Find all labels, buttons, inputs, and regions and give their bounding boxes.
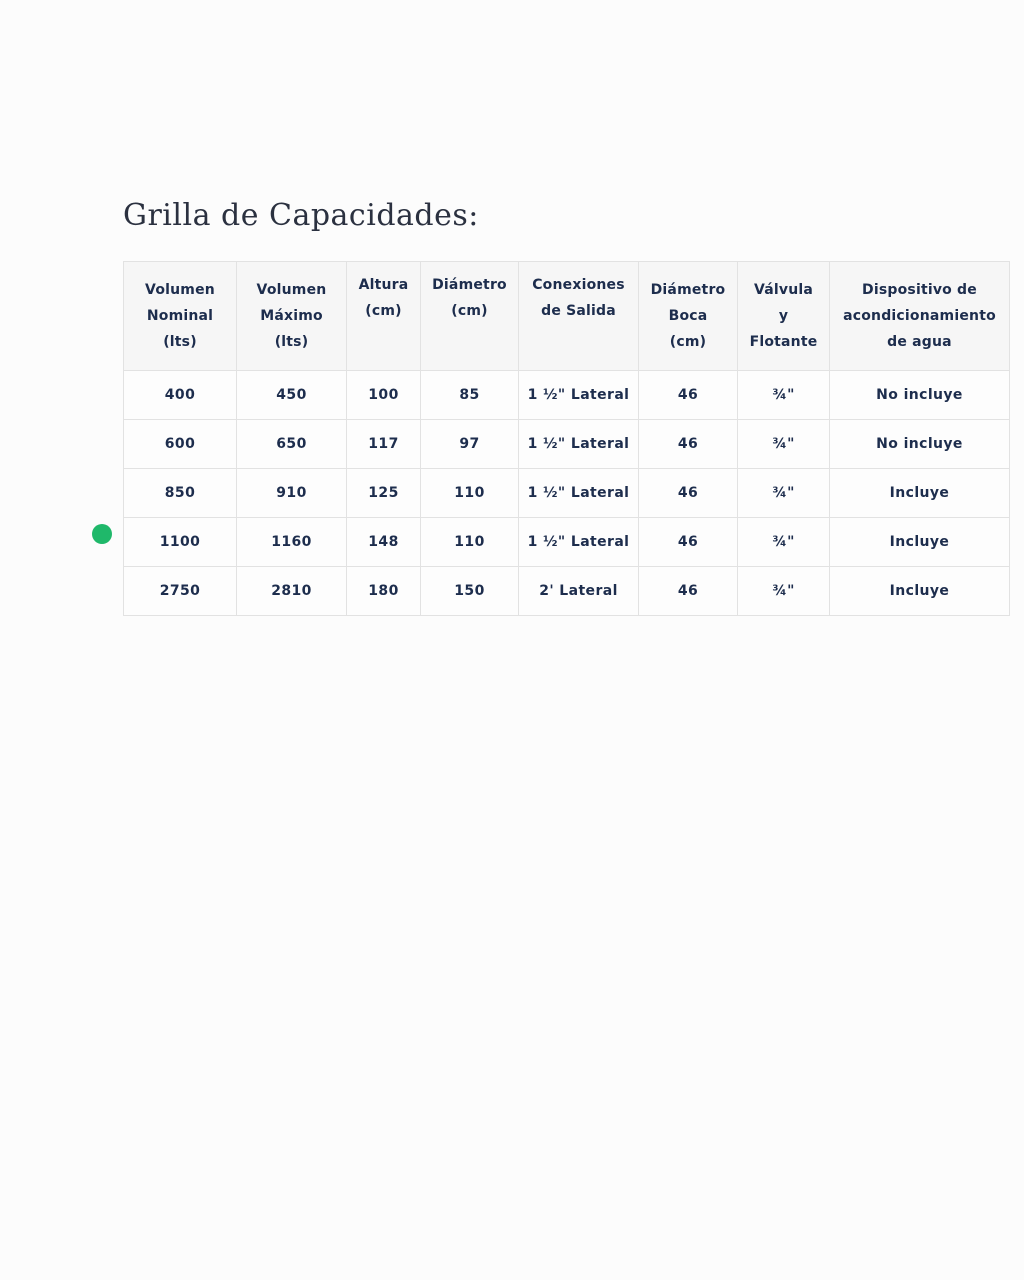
header-volumen-nominal: Volumen Nominal (lts) bbox=[124, 262, 237, 371]
table-cell: 125 bbox=[347, 469, 421, 518]
header-dispositivo-acondicionamiento: Dispositivo de acondicionamiento de agua bbox=[830, 262, 1010, 371]
table-cell: ¾" bbox=[738, 420, 830, 469]
header-altura: Altura (cm) bbox=[347, 262, 421, 371]
table-cell: 1 ½" Lateral bbox=[519, 371, 639, 420]
table-cell: 150 bbox=[421, 567, 519, 616]
table-row bbox=[124, 420, 1010, 469]
table-cell: No incluye bbox=[830, 371, 1010, 420]
table-cell: 910 bbox=[237, 469, 347, 518]
table-cell: 46 bbox=[639, 469, 738, 518]
page-title: Grilla de Capacidades: bbox=[123, 198, 479, 233]
capacity-table bbox=[123, 261, 1010, 616]
header-volumen-maximo: Volumen Máximo (lts) bbox=[237, 262, 347, 371]
table-cell: 85 bbox=[421, 371, 519, 420]
table-cell: ¾" bbox=[738, 518, 830, 567]
table-cell: 100 bbox=[347, 371, 421, 420]
header-diametro-boca: Diámetro Boca (cm) bbox=[639, 262, 738, 371]
table-cell: 1 ½" Lateral bbox=[519, 420, 639, 469]
table-cell: ¾" bbox=[738, 371, 830, 420]
table-row bbox=[124, 469, 1010, 518]
table-cell: 1100 bbox=[124, 518, 237, 567]
table-cell: 1160 bbox=[237, 518, 347, 567]
table-cell: 1 ½" Lateral bbox=[519, 469, 639, 518]
table-cell: 97 bbox=[421, 420, 519, 469]
table-row bbox=[124, 567, 1010, 616]
table-cell: 180 bbox=[347, 567, 421, 616]
table-cell: 1 ½" Lateral bbox=[519, 518, 639, 567]
header-valvula-flotante: Válvula y Flotante bbox=[738, 262, 830, 371]
table-cell: Incluye bbox=[830, 469, 1010, 518]
table-cell: 850 bbox=[124, 469, 237, 518]
table-cell: No incluye bbox=[830, 420, 1010, 469]
table-cell: 450 bbox=[237, 371, 347, 420]
table-row bbox=[124, 518, 1010, 567]
header-conexiones-salida: Conexiones de Salida bbox=[519, 262, 639, 371]
table-cell: 46 bbox=[639, 420, 738, 469]
table-cell: ¾" bbox=[738, 567, 830, 616]
table-cell: Incluye bbox=[830, 567, 1010, 616]
table-cell: ¾" bbox=[738, 469, 830, 518]
table-cell: 400 bbox=[124, 371, 237, 420]
table-cell: 600 bbox=[124, 420, 237, 469]
table-cell: 46 bbox=[639, 567, 738, 616]
table-cell: 2810 bbox=[237, 567, 347, 616]
table-cell: 110 bbox=[421, 469, 519, 518]
table-cell: 110 bbox=[421, 518, 519, 567]
row-marker-dot bbox=[92, 524, 112, 544]
header-diametro: Diámetro (cm) bbox=[421, 262, 519, 371]
table-cell: Incluye bbox=[830, 518, 1010, 567]
table-cell: 148 bbox=[347, 518, 421, 567]
table-cell: 2' Lateral bbox=[519, 567, 639, 616]
table-cell: 46 bbox=[639, 518, 738, 567]
table-header-row bbox=[124, 262, 1010, 371]
table-cell: 46 bbox=[639, 371, 738, 420]
table-cell: 650 bbox=[237, 420, 347, 469]
table-cell: 2750 bbox=[124, 567, 237, 616]
table-cell: 117 bbox=[347, 420, 421, 469]
table-row bbox=[124, 371, 1010, 420]
